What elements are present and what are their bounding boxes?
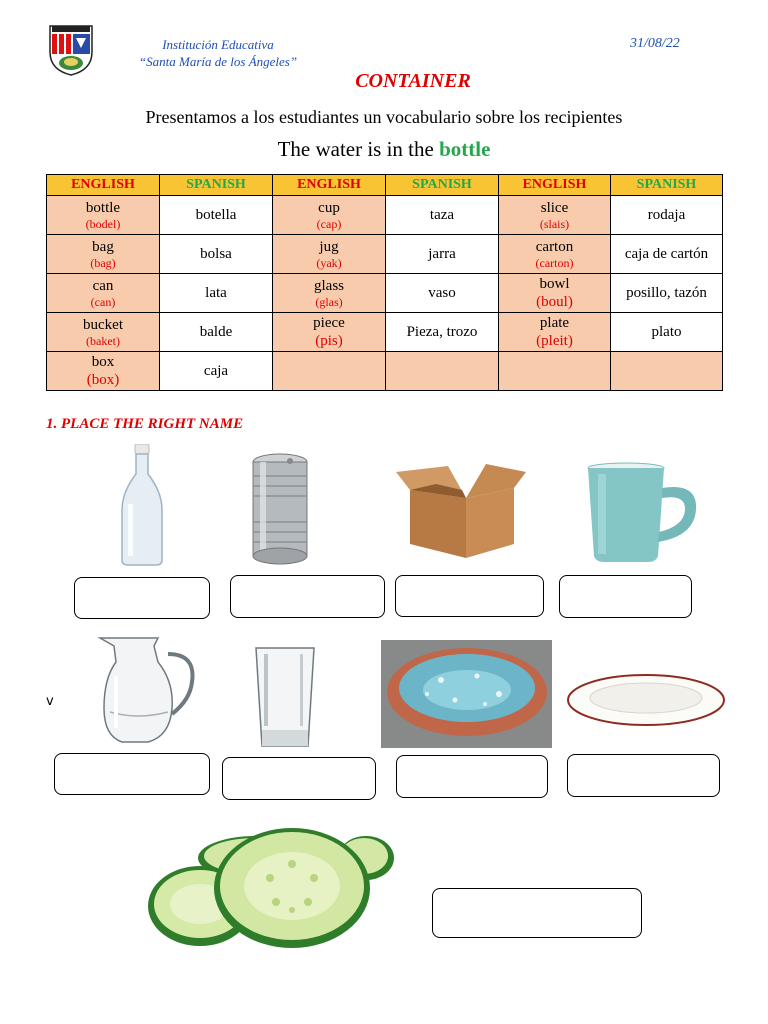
spanish-cell: vaso <box>386 274 499 313</box>
date: 31/08/22 <box>630 36 680 51</box>
stray-mark: v <box>46 694 54 709</box>
english-cell <box>499 196 611 235</box>
english-cell <box>47 274 160 313</box>
english-cell <box>47 352 160 391</box>
english-word: jug <box>319 239 339 255</box>
school-logo <box>48 22 94 76</box>
column-header-english: ENGLISH <box>273 175 386 196</box>
spanish-cell: Pieza, trozo <box>386 313 499 352</box>
empty-cell <box>273 352 386 391</box>
glass-image <box>254 644 316 750</box>
spanish-cell: plato <box>611 313 723 352</box>
pronunciation: (slais) <box>539 217 570 231</box>
jug-image <box>92 632 196 744</box>
english-word: piece <box>313 315 345 331</box>
plate-image <box>566 672 726 728</box>
spanish-cell: rodaja <box>611 196 723 235</box>
answer-box-slice[interactable] <box>432 888 642 938</box>
english-cell <box>47 313 160 352</box>
bowl-image <box>381 640 552 748</box>
table-header-row <box>47 175 723 196</box>
table-row <box>47 196 723 235</box>
institution-name <box>108 36 328 70</box>
english-word: bag <box>92 239 114 255</box>
empty-cell <box>611 352 723 391</box>
spanish-cell: bolsa <box>160 235 273 274</box>
bottle-image <box>118 444 166 566</box>
english-word: box <box>91 354 115 370</box>
slice-image <box>146 824 396 950</box>
can-image <box>250 452 310 566</box>
answer-box-can[interactable] <box>230 575 385 618</box>
table-row <box>47 235 723 274</box>
english-word: carton <box>535 239 574 255</box>
pronunciation: (pleit) <box>536 333 573 349</box>
english-cell <box>273 313 386 352</box>
spanish-cell: botella <box>160 196 273 235</box>
english-word: bucket <box>83 317 123 333</box>
pronunciation: (baket) <box>86 334 120 348</box>
spanish-cell: jarra <box>386 235 499 274</box>
pronunciation: (bodel) <box>85 217 121 231</box>
exercise-heading: 1. PLACE THE RIGHT NAME <box>46 416 244 432</box>
spanish-cell: lata <box>160 274 273 313</box>
english-cell <box>273 274 386 313</box>
english-cell <box>499 235 611 274</box>
empty-cell <box>499 352 611 391</box>
pronunciation: (boul) <box>536 294 573 310</box>
spanish-cell: balde <box>160 313 273 352</box>
english-cell <box>499 313 611 352</box>
english-cell <box>273 235 386 274</box>
answer-box-jug[interactable] <box>54 753 210 795</box>
spanish-cell: posillo, tazón <box>611 274 723 313</box>
institution-line2: “Santa María de los Ángeles” <box>138 54 298 69</box>
english-cell <box>273 196 386 235</box>
pronunciation: (cap) <box>316 217 342 231</box>
pronunciation: (can) <box>90 295 116 309</box>
vocabulary-table <box>46 174 723 391</box>
example-sentence-highlight: bottle <box>439 137 491 161</box>
english-cell <box>499 274 611 313</box>
answer-box-bowl[interactable] <box>396 755 548 798</box>
box-image <box>396 462 526 560</box>
english-word: bowl <box>539 276 570 292</box>
english-word: bottle <box>85 200 121 216</box>
spanish-cell: caja de cartón <box>611 235 723 274</box>
column-header-english: ENGLISH <box>499 175 611 196</box>
english-word: cup <box>318 200 340 216</box>
table-row <box>47 274 723 313</box>
column-header-spanish: SPANISH <box>611 175 723 196</box>
answer-box-bottle[interactable] <box>74 577 210 619</box>
english-cell <box>47 235 160 274</box>
example-sentence <box>0 137 768 162</box>
pronunciation: (yak) <box>316 256 342 270</box>
answer-box-cup[interactable] <box>559 575 692 618</box>
column-header-spanish: SPANISH <box>386 175 499 196</box>
pronunciation: (box) <box>86 372 120 388</box>
institution-line1: Institución Educativa <box>162 37 274 52</box>
answer-box-plate[interactable] <box>567 754 720 797</box>
spanish-cell: taza <box>386 196 499 235</box>
english-word: glass <box>314 278 344 294</box>
table-row <box>47 313 723 352</box>
english-cell <box>47 196 160 235</box>
intro-text: Presentamos a los estudiantes un vocabulario sobre los recipientes <box>145 107 623 127</box>
answer-box-box[interactable] <box>395 575 544 617</box>
column-header-spanish: SPANISH <box>160 175 273 196</box>
answer-box-glass[interactable] <box>222 757 376 800</box>
spanish-cell: caja <box>160 352 273 391</box>
english-word: slice <box>540 200 569 216</box>
english-word: can <box>92 278 114 294</box>
table-row <box>47 352 723 391</box>
english-word: plate <box>539 315 570 331</box>
column-header-english: ENGLISH <box>47 175 160 196</box>
example-sentence-prefix: The water is in the <box>277 137 440 161</box>
pronunciation: (carton) <box>535 256 574 270</box>
cup-image <box>586 462 702 564</box>
empty-cell <box>386 352 499 391</box>
pronunciation: (glas) <box>315 295 343 309</box>
page-title: CONTAINER <box>355 70 471 92</box>
pronunciation: (bag) <box>90 256 116 270</box>
pronunciation: (pis) <box>315 333 343 349</box>
